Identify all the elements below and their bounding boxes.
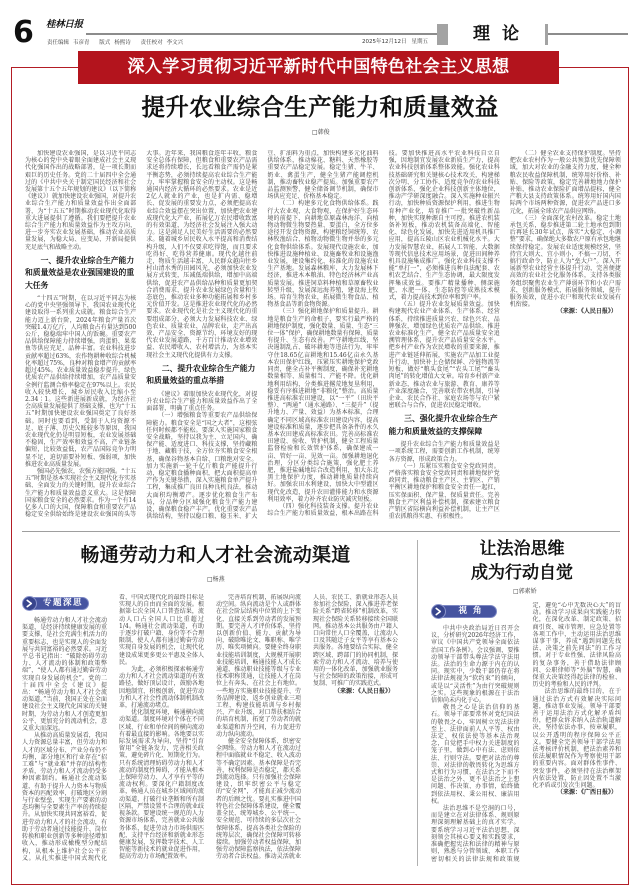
paragraph: 中共中央政治局近日召开会议，分析研究2026年经济工作，审议《中国共产党领导全面依法治国工作条例》。会议强调，要推动领导干部带头尊法学法守法用法。法治的生命力源于内在的认同。现实中，少数干部仍存在将法律法规视为“软约束”的倾向，或是以“灵活性”为由行突破规则之实。这些现象的根源在于法治信仰尚未内化于心。 (431, 625, 520, 705)
paragraph: （二）健全农业支持保护制度。坚持把农业农村作为一般公共预算优先保障领域，加大对农业的金融支持力度，健全种粮农民收益保障机制，统筹用好价格、补贴、保险等政策，稳定完善耕地地力保护补贴，推动农业保险扩面增品提标，健全产粮大县支持政策体系。统筹用好国内国际两个市场两种资源，促进农产品进口多元化，拓展全球农产品供应网络。 (509, 150, 621, 215)
source-credit: （来源：《广西日报》） (556, 789, 617, 797)
article-divider-horizontal (22, 531, 620, 532)
section-title: 理论 (473, 24, 531, 44)
top-article-body (25, 150, 621, 524)
paragraph: “十四五”时期，在以习近平同志为核心的党中央坚强领导下，我国农业现代化建设取得一系列重大成就。粮食综合生产能力迈上新台阶，2024年粮食产量首次突破1.4万亿斤，人均粮食占有量达到500公斤，稳稳端牢中国人的饭碗。重要农产品供给保障能力持续增强，肉蛋奶、果菜鱼等供应充足、品种丰富。农业科技进步贡献率超过63%，农作物耕种收综合机械化率超过75%，良种对粮食增产的贡献率超过45%。农业质量效益稳步提升，绿色优质农产品供给持续增加，农产品质量安全例行监测合格率稳定在97%以上。农民收入较快增长，城乡居民收入比缩小至2.34∶1。这些新进展新成就，为经济社会高质量发展提供了基础支撑，也为“十五五”时期加快建设农业强国奠定了良好基础。同时也要看到，受制于人均资源不足、底子薄、历史欠账较多等原因，我国农业现代化仍是明显短板，农业发展基础不稳固，生产效率和效益不高，产业链条偏短，比较效益低，农产品国际竞争力明显不足，迫切需要补短板、强弱项，加快推进农业高质量发展。 (25, 295, 137, 468)
title-line-2: 成为行动自觉 (471, 563, 573, 583)
proofreader-role: 责任校对 (140, 40, 163, 46)
editor-credits (47, 40, 191, 47)
paragraph: （三）强化耕地保护和质量提升。耕地是粮食生产的命根子，要实行最严格的耕地保护制度，强化数量、质量、生态“三位一体”保护，确保耕地数量有保障、质量有提升、生态有改善。严守耕地红线，坚决遏制乱占、破坏耕地等违法行为，牢牢守住18.65亿亩耕地和15.46亿亩永久基本农田保护红线，压紧压实耕地保护党政同责，健全占补平衡制度，确保补充耕地数量相等、质量相当、产能不降。优化耕地利用结构，分类推进撂荒地复垦利用，稳妥有序推进耕地“非粮化”整治。高质量推进高标准农田建设，以“一平”（田块平整）、“两通”（通水通路）、“三提升”（提升地力、产量、效益）为基本标准，合理确定不同区域高标准农田建设内容，提高建设标准和质量，逐步把具备条件的永久基本农田建成高标准农田。完善高标准农田建设、验收、管护机制，健全工程质量监督检验和长效管护体系，确保建成一亩、管好一亩、见效一亩。加强耕地退化治理，分区分类综合施策，强化肥土养肥，推进盐碱地综合改造利用，加大东北黑土地保护力度，推动耕地质量持续向好。加强农田水利建设，加快大中型灌区现代化改造，提升农田灌排能力和水资源利用效率，着力补齐农业防灾减灾短板。 (267, 308, 379, 503)
section-marker-bar (545, 24, 548, 45)
section-heading: 一、提升农业综合生产能力和质量效益是农业强国建设的重大任务 (25, 255, 135, 290)
date-text: 2025年12月12日 (362, 38, 407, 45)
paragraph: 优化制度环境，畅通横向流动渠道。制度环境对个体在不同区域、行业和单位间的横向流动有着最直接的影响。各地要以实际发展需求为导向，坚持“引育留用”全链条发力，完善相关政策，避免碎片化、短期化行为。只有系统清理妨碍劳动力和人才流动的制度性障碍，才能从根本上保障劳动力、人才享有平等的流动权利。要深化户籍制度改革，畅通人员在城乡区域间的流动渠道，打破行业垄断和所有制区隔，严禁设置不合理的就业歧视条款。要建设统一规范的人力资源市场体系，完善就业公共服务体系，促进劳动力市场供需匹配，支持平台经济和新就业形态健康发展，发挥数字技术、人工智能等新技术的就业促进作用，提高劳动力市场配置效率。 (119, 709, 204, 861)
bottom-left-article-byline: □杨燕 (207, 576, 225, 583)
editor-role: 责任编辑 (47, 40, 70, 46)
source-credit: （来源：《人民日报》） (333, 687, 394, 695)
title-line-1: 让法治思维 (479, 539, 565, 559)
bottom-right-article-byline: □郭素娇 (513, 588, 537, 595)
section-marker-block (437, 24, 448, 45)
paragraph: 健全安全保障体系，织密安全网络。劳动力和人才在流动过程中面临就业不稳定、收入波动等不确定因素。基本保障是否完善，权利保障是否稳定，都关系到流动选择。只有加强社会保障建设，织牢织密公平与稳定的“安全网”，才能真正减少流动者的后顾之忧。要扎实推进中国特色社会保障体系建设，健全覆盖全民、统筹城乡、公平统一、安全规范、可持续的多层次社会保障体系，提高各类社会保险的统筹层次，确保社会保障可转移接续。加强劳动者权益保障，加强劳动保障监察执法，依法保障劳动者合法权益。推动灵活就业人员、农民工、新就业形态人员参加社会保险，深入推进养老保险关系“跨省转移”机制改革，实现社会保险关系转移接续全国联网。推动基本公共服务由户籍人口向常住人口全覆盖，让流动人口及其随迁子女平等享有基本公共服务。各地要结合实际，健全跨区域、跨部门的协同机制，探索劳动力和人才流动、培养与使用的一体化改革，加强就业服务与社会保障的政策衔接，形成可复制、可推广的实践范式。 (216, 594, 398, 861)
badge-label: 视角 (441, 605, 497, 618)
paragraph: 法治思维的最终目的，在于通过法治方式有效解决实际问题，推动事业发展。领导干部要善于运用法治方式化解矛盾纠纷，把群众诉求纳入法治轨道解决，坚持依法办事、按章履职，以公开透明的程序保障公平正义。要健全完善领导干部学法用法考核评价机制，把法治素养和依法履职情况作为考察使用干部的重要内容。面对群体性事件、突发事件，必须坚持在法治框架内依法处置，防止因处置不当激化矛盾或引发次生问题。 (532, 688, 621, 790)
badge-label: 专题深思 (32, 597, 89, 610)
paragraph: 《建议》着眼加快农业现代化，对提升农业综合生产能力和质量效益作出了全面部署，明确了重点任务。 (146, 390, 258, 413)
header-rule-left (86, 33, 437, 35)
paragraph: 从推动高质量发展看，我国人力资源总量丰富，但劳动力和人才的区域分布、产业分布仍不均衡，部分地区和行业存在“招工难”与“就业难”并存的结构性矛盾，劳动力和人才流动仍受多种因素制约。畅通社会流动渠道，有助于提升人力资本与物质资本的匹配效率，打破地区分割与行业壁垒，实现生产要素的动态均衡与全要素生产率的持续提升。从加快实现共同富裕看，促进劳动力和人才的社会流动，有助于劳动者通过技能提升、岗位转换和职业创新等多种途径增加收入，推动形成橄榄型分配结构，从根本上维护社会公平正义。从扎实推进中国式现代化看，中国式现代化的最终目标是实现人的自由而全面的发展。根据第七次全国人口普查结果，流动人口占全国人口比重超过1/4。畅通社会流动渠道，有助于逐步打破户籍、身份等不合理限制，使人人都有通过勤奋劳动实现自身发展的机会，让现代化建设成果更多更公平惠及全体人民。 (22, 594, 204, 862)
paragraph: 法治思维不是空洞的口号，而是建立在对法律体系、规则原理深刻理解基础上的真才实学。要系统学习习近平法治思想，深刻领会其核心要义和实践要求，准确把握宪法和法律的精神与原则，熟悉与分管领域、本职工作密切相关的法律法规和政策规定，避免“心中无数决心大”的盲动。推动学习成果向实践能力转化，在深化改革、制定政策、招商引资、城市管理、应急处置等各项工作中，主动运用法治思维谋事干事，养成“遇到问题先找法、决策之前先问法”的工作习惯。对于专业性强、法律风险高的复杂事务，善于借助法律顾问、公职律师等“外脑”智慧，确保重大决策经得起法律的检验、历史的考验和人民的评判。 (431, 602, 621, 863)
chevron-right-icon (22, 596, 37, 611)
layout-role: 版式 (99, 40, 111, 46)
paragraph: （四）强化科技装备支撑。提升农业综合生产能力和质量效益，根本出路在科技。要加快推进高水平农业科技自立自强，因地制宜发展农业新质生产力，提高农业科技创新体系整体效能。强化农业科技基础研究和关键核心技术攻关，构建梯次分明、分工协作、适度竞争的农业科技创新体系，强化企业科技创新主体地位，推动产学研深度融合。深入实施种业振兴行动，加快种质资源保护利用，推进生物育种产业化，培育推广一批突破性新品种，加快实现种源自主可控。推进农机装备补短板，推动农机装备高端化、智能化、绿色化发展，加快先进适用机具推广应用，提高丘陵山区农业机械化水平。大力发展智慧农业，拓展人工智能、大数据等现代信息技术应用场景，促进田间种养机具设施集成推广。强化农业科技支撑不能“单打一”，必须推进良种良法配套、农机农艺结合、生产生态协调，最大限度发挥集成效益。要推广精量播种、侧深施肥、水肥一体、生态防控等成熟技术模式，着力提高技术到位率和到户率。 (267, 150, 500, 518)
header-rule-right (548, 33, 628, 35)
paragraph: （五）提升农业发展质量效益。加快构建现代农业产业体系、生产体系、经营体系，持续推进质量兴农、绿色兴农、品牌强农，增加绿色优质农产品供给。推进农业标准化生产，健全农产品质量安全追溯管理体系，提升农产品质量安全水平。把乡村产业作为农民增收的重要来源，推进产业链延伸拓展，实施农产品加工业提升行动，加快补上仓储保鲜、冷链物流等短板，做好“粮头食尾”“农头工尾”“畜头肉尾”的转化增值大文章。培育乡村新产业新业态，推动农业与旅游、教育、康养等产业深度融合，完善联农带农机制，引导企业、农民合作社、家庭农场等与农户紧密联合与合作，促进农民稳定增收。 (388, 301, 500, 410)
source-credit: （来源：《人民日报》） (556, 308, 617, 316)
paragraph: 强国必先强农，农强方能国强。“十五五”时期是基本实现社会主义现代化夯实基础、全面发力的关键时期，提升农业综合生产能力和质量效益意义重大。这是保障国家粮食安全的必然要求。作为一个有14亿多人口的大国，保障粮食和重要农产品稳定安全供给始终是建设农业强国的头等大事。近年来，我国粮食连年丰收，粮食安全总体有保障，但粮食和重要农产品需求还将持续增长，长远看粮食产需仍是紧平衡态势，必须持续提高农业综合生产能力，牢牢掌握粮食安全的主动权。这是畅通国内经济大循环的必然要求。农业是近2亿人就业的产业，也是扩内需、稳增长、促发展的重要发力点，必须把提高农业综合效益摆在突出位置，加快把农业建成现代化大产业，拓展亿万农民增收致富的有效渠道，为经济社会发展注入强大动力。这是满足人民美好生活需要的必然要求。随着城乡居民收入水平提高和消费结构升级，人们不仅要求吃得饱，而且要求吃得好、吃得营养健康。现代化越往前走，物质生活越丰富，人民群众越向往乡村山清水秀的田园风光，必须加快农业发展方式转变，压减低端供给，增加中高端供给，促进农产品供给品种和质量更加契合消费需求，提升农业发展绿色含量和生态底色，推动农业多种功能拓展和乡村多元价值开发。这是推进农业现代化的必然要求。农业现代化是社会主义现代化的重要组成部分，必须大力发展科技农业、绿色农业、质量农业、品牌农业，走产出高效、产品安全、资源节约、环境友好的现代农业发展道路，千方百计推动农业增效益、农民增收入、农村增活力，为基本实现社会主义现代化提供有力支撑。 (25, 150, 258, 519)
section-heading: 三、强化提升农业综合生产能力和质量效益的支撑保障 (388, 414, 498, 436)
chevron-right-icon (431, 604, 446, 619)
paragraph: （一）增强粮食等重要农产品供给保障能力。粮食安全是“国之大者”，这根弦任何时候都不能松。要深入实施国家粮食安全战略，坚持以我为主、立足国内、确保产能、适度进口、科技支撑，坚持藏粮于地、藏粮于技，全方位夯实粮食安全根基，确保谷物基本自给、口粮绝对安全。加力实施新一轮千亿斤粮食产能提升行动，稳定粮食播种面积，把大面积提高单产作为关键举措，深入实施粮食单产提升工程，集成推广良田良种良机良法，推动大面积均衡增产。逐步优化粮食生产布局，分品种分区域强化粮食生产能力建设，确保粮食稳产丰产。优化重要农产品供给结构，坚持以稳口粮、稳玉米、扩大豆、扩油料为重点，加快构建多元化油料供给体系，推动棉花、糖料、天然橡胶等重要农产品稳定发展。稳定生猪、牛羊、奶业、禽蛋生产，健全生猪产能调控机制，推动畜牧业稳产提质。加强重要农产品监测预警，健全储备调节机制，确保市场供应充足、价格基本稳定。 (146, 150, 379, 521)
column-badge-zhuanti (22, 596, 107, 610)
paragraph: 为此，必须积极探索畅通劳动力和人才社会流动渠道的有效路径，做好顶层设计，鼓励各地因地制宜、积极创新，促进劳动力和人才社会性流动体制机制改革，打通流动堵点。 (119, 666, 204, 710)
article-divider-vertical (417, 540, 418, 866)
bottom-right-article-title[interactable] (417, 537, 627, 585)
masthead-logo: 桂林日报 (46, 19, 83, 30)
layout-name: 杨熙诗 (114, 40, 131, 46)
paragraph: 畅通劳动力和人才社会流动渠道，是经济持续健康发展的重要支撑，是社会充满生机活力的重要标志，也是实现人的全面发展与共同富裕的必然要求。习近平总书记指出：“破除妨碍劳动力、人才流动的体制和政策弊端”，“使人人都有通过勤奋劳动实现自身发展的机会”。党的二十届四中全会《建议》提出：“畅通劳动力和人才社会流动渠道。”当前，我国正处在全面建设社会主义现代化国家的关键时期，为劳动力和人才创造更加公平、更加充分的流动机会，意义重大而深远。 (22, 617, 107, 733)
weekday-text: 星期五 (411, 38, 429, 45)
editor-name: 韦彦青 (73, 40, 90, 46)
column-banner: 深入学习贯彻习近平新时代中国特色社会主义思想 (78, 51, 559, 84)
page-number: 6 (13, 15, 34, 50)
paragraph: 敬畏之心是法治信仰的基石。领导干部要常怀对党纪国法的敬畏之心，牢固树立宪法法律至上、法律面前人人平等、权由法定、权依法使等基本法治观念，自觉把手中权力关进制度的笼子里，做到心中有法、虑则依法、行则守法。要把对法治的尊崇、对法律的敬畏转化为思维方式和行为习惯，在法治之下而不是法治之外、更不是法治之上想问题、作决策、办事情，始终做到依法用权、秉公用权、廉洁用权。 (431, 704, 520, 805)
paragraph: 提升农业综合生产能力和质量效益是一项系统工程，需要创新工作机制，统筹各方资源，形成政策合力。 (388, 441, 500, 463)
paragraph: （二）构建多元化食物供给体系。践行大农业观、大食物观，在保护好生态环境的前提下，向耕地草原森林海洋、向植物动物微生物要热量、要蛋白，全方位多途径开发食物资源，构建粮经饲统筹、农林牧渔结合、植物动物微生物并举的多元化食物供给体系。发展现代设施农业，加快推进设施种植业、设施畜牧业和设施渔业发展，建设集约化、标准化的设施农业生产基地。发展森林粮库，大力发展林下经济，推进木本粮油、特色经济林产业高质量发展。推进饲草料种植和草原畜牧业转型升级，发展深远海养殖，建设海上牧场。培育生物农业，拓展微生物食品、植物基食品等新食物资源。 (267, 200, 379, 309)
column-badge-shijiao (431, 604, 520, 618)
paragraph: 完善培育机制，拓展纵向流动空间。纵向流动是个人或群体在社会阶层结构中位置的上下变化，直接关系到劳动者的发展预期。要完善人才评价体系，坚持以创新价值、能力、贡献为导向，破除唯论文、唯职称、唯学历、唯奖项倾向。要健全终身职业技能培训制度，大规模开展职业技能培训，畅通技能人才成长通道，推动职业技能等级与专业技术职称贯通，让技能人才在岗位上有奔头、在社会上有地位。一些地方实施职业技能提升、劳务品牌建设、返乡创业就业三项工程，构建技能培训与乡村振兴、产业升级、对口帮扶相结合的培育机制，拓宽了劳动者的就业渠道和晋升空间，有力促进劳动力纵向流动。 (216, 594, 301, 738)
bottom-left-article-body (22, 594, 398, 866)
section-heading: 二、提升农业综合生产能力和质量效益的重点举措 (146, 363, 256, 386)
bottom-right-article-body (431, 602, 621, 866)
proofreader-name: 李文兴 (166, 40, 184, 46)
top-article-title[interactable]: 提升农业综合生产能力和质量效益 (141, 93, 499, 121)
paragraph: （一）压紧压实粮食安全党政同责。严格落实粮食安全党政同责和耕地保护党政同责，推动粮食主产区、主销区、产销平衡区耕地保护和粮食安全责任一起扛，压实保面积、保产量、保质量责任。完善粮食主产区利益补偿机制，探索建立粮食产销区省际横向利益补偿机制，让主产区重农抓粮得实惠、有积极性。 (388, 462, 500, 521)
paragraph: 加快建设农业强国，是以习近平同志为核心的党中央着眼全面建成社会主义现代化强国作出的战略部署，是一项长期而艰巨的历史任务。党的二十届四中全会通过的《中共中央关于制定国民经济和社会发展第十五个五年规划的建议》（以下简称《建议》）就加快建设农业强国，对提升农业综合生产能力和质量效益作出全面部署，为“十五五”时期推动农业现代化取得重大进展提供了遵循。我们要把提升农业综合生产能力和质量效益作为主攻方向，进一步夯实农业发展基础，推动农业高质量发展，为稳大局、应变局、开新局提供充足底气和战略主动。 (25, 150, 137, 251)
paragraph: （三）全面深化农村改革。稳定土地承包关系，稳步推进第二轮土地承包到期后再延长30年试点，落实“大稳定、小调整”要求，确保绝大多数农户原有承包地继续保持稳定。发展农业适度规模经营，坚持宜大则大、宜小则小，不搞一刀切，不搞行政命令，防止人为“垒大户”。深入开展新型农业经营主体提升行动，完善便捷高效的农业社会化服务体系，支持各类服务组织聚焦农业生产薄弱环节和小农户需求，创新服务模式，拓展服务领域，提升服务质效，促进小农户和现代农业发展有机衔接。 (509, 214, 621, 309)
issue-date (362, 39, 428, 46)
top-article-byline: □韩俊 (312, 129, 330, 136)
bottom-left-article-title[interactable]: 畅通劳动力和人才社会流动渠道 (80, 544, 351, 566)
